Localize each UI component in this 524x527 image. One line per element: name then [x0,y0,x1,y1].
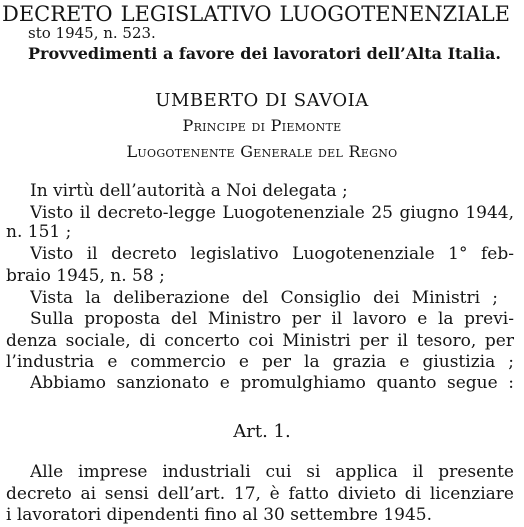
article-line: decreto ai sensi dell’art. 17, è fatto divieto di licenziare [6,484,514,504]
article-heading: Art. 1. [233,421,291,442]
article-line: i lavoratori dipendenti fino al 30 settembre 1945. [6,505,433,525]
issuer-role: Luogotenente Generale del Regno [126,142,398,161]
decree-subject: Provvedimenti a favore dei lavoratori dell’Alta Italia. [28,44,501,63]
preamble-line: denza sociale, di concerto coi Ministri per il tesoro, per [6,331,514,351]
issuer-title: Principe di Piemonte [182,116,342,135]
decree-title: DECRETO LEGISLATIVO LUOGOTENENZIALE [2,2,510,26]
issuer-name: UMBERTO DI SAVOIA [155,90,369,111]
preamble-line: n. 151 ; [6,222,72,242]
preamble-line: Sulla proposta del Ministro per il lavoro e la previ- [30,309,514,329]
article-line: Alle imprese industriali cui si applica il presente [30,462,514,482]
preamble-line: l’industria e commercio e per la grazia e giustizia ; [6,352,514,372]
preamble-line: In virtù dell’autorità a Noi delegata ; [30,181,348,201]
preamble-line: Vista la deliberazione del Consiglio dei Ministri ; [30,288,498,308]
decree-number: sto 1945, n. 523. [28,24,156,42]
preamble-line: braio 1945, n. 58 ; [6,266,165,286]
preamble-line: Visto il decreto-legge Luogotenenziale 25 giugno 1944, [30,203,514,223]
preamble-line: Visto il decreto legislativo Luogotenenziale 1° feb- [30,244,514,264]
decree-title-line [2,2,510,26]
preamble-line: Abbiamo sanzionato e promulghiamo quanto segue : [30,373,514,393]
